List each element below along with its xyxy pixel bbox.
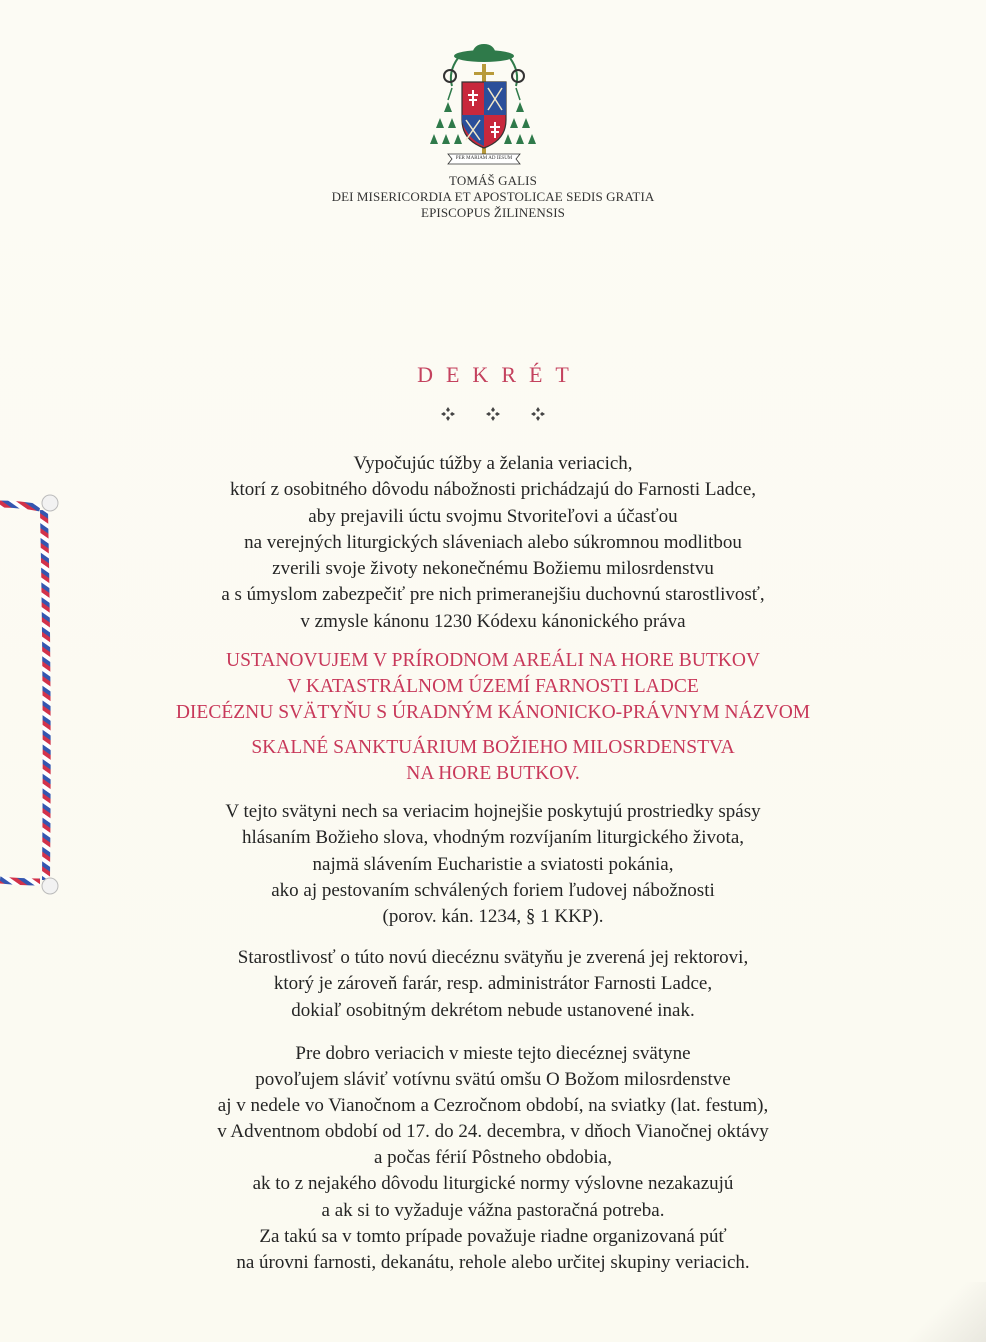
bishop-see-line: EPISCOPUS ŽILINENSIS: [421, 205, 565, 220]
text-line: V tejto svätyni nech sa veriacim hojnejšie poskytujú prostriedky spásy: [225, 801, 761, 822]
text-line: ako aj pestovaním schválených foriem ľudovej nábožnosti: [271, 879, 715, 901]
text-line: ktorí z osobitného dôvodu nábožnosti prichádzajú do Farnosti Ladce,: [229, 479, 757, 501]
rector-paragraph: [40, 945, 946, 1024]
decree-statement: [40, 648, 946, 726]
binding-cord-icon: [0, 490, 70, 900]
text-line: na verejných liturgických sláveniach alebo súkromnou modlitbou: [244, 531, 742, 553]
text-line: Starostlivosť o túto novú diecéznu svätyňu je zverená jej rektorovi,: [237, 947, 749, 968]
votive-mass-paragraph: [40, 1041, 946, 1276]
coat-of-arms-icon: [418, 42, 550, 172]
text-line: ak to z nejakého dôvodu liturgické normy výslovne nezakazujú: [252, 1173, 734, 1195]
text-line: a ak si to vyžaduje vážna pastoračná potreba.: [321, 1199, 665, 1221]
bishop-header: [0, 173, 986, 221]
document-title: DEKRÉT: [417, 362, 582, 387]
text-line: najmä slávením Eucharistie a sviatosti pokánia,: [312, 853, 674, 875]
text-line: ktorý je zároveň farár, resp. administrátor Farnosti Ladce,: [273, 973, 713, 995]
text-line: v Adventnom období od 17. do 24. decembra, v dňoch Vianočnej oktávy: [217, 1121, 769, 1143]
text-line: Vypočujúc túžby a želania veriacich,: [353, 453, 633, 474]
text-line: Za takú sa v tomto prípade považuje riadne organizovaná púť: [259, 1225, 727, 1247]
text-line: (porov. kán. 1234, § 1 KKP).: [382, 906, 604, 928]
ornament-divider: [0, 404, 986, 429]
sanctuary-purpose-paragraph: [40, 799, 946, 930]
text-line: hlásaním Božieho slova, vhodným rozvíjaním liturgického života,: [242, 827, 744, 849]
text-line: dokiaľ osobitným dekrétom nebude ustanovené inak.: [291, 999, 695, 1021]
sanctuary-line: NA HORE BUTKOV.: [406, 763, 580, 784]
decree-line: DIECÉZNU SVÄTYŇU S ÚRADNÝM KÁNONICKO-PRÁVNYM NÁZVOM: [175, 702, 811, 723]
text-line: zverili svoje životy nekonečnému Božiemu milosrdenstvu: [272, 558, 714, 580]
decree-line: V KATASTRÁLNOM ÚZEMÍ FARNOSTI LADCE: [287, 676, 699, 697]
text-line: aby prejavili úctu svojmu Stvoriteľovi a účasťou: [308, 505, 678, 527]
text-line: na úrovni farnosti, dekanátu, rehole alebo určitej skupiny veriacich.: [236, 1251, 750, 1273]
bishop-title-line: DEI MISERICORDIA ET APOSTOLICAE SEDIS GRATIA: [331, 189, 655, 204]
text-line: v zmysle kánonu 1230 Kódexu kánonického práva: [300, 610, 686, 632]
bishop-name: TOMÁŠ GALIS: [449, 173, 537, 188]
intro-paragraph: [40, 451, 946, 635]
text-line: a s úmyslom zabezpečiť pre nich primeranejšiu duchovnú starostlivosť,: [221, 584, 765, 606]
decree-line: USTANOVUJEM V PRÍRODNOM AREÁLI NA HORE BUTKOV: [225, 650, 760, 671]
text-line: povoľujem sláviť votívnu svätú omšu O Božom milosrdenstve: [255, 1069, 731, 1091]
diamond-quatrefoil-icon: [438, 404, 548, 424]
text-line: a počas férií Pôstneho obdobia,: [374, 1147, 612, 1169]
page-corner-shadow: [866, 1282, 986, 1342]
text-line: Pre dobro veriacich v mieste tejto diecéznej svätyne: [295, 1043, 691, 1064]
sanctuary-name: [40, 735, 946, 787]
text-line: aj v nedele vo Vianočnom a Cezročnom období, na sviatky (lat. festum),: [217, 1095, 769, 1117]
motto-text: PER MARIAM AD IESUM: [455, 156, 513, 161]
sanctuary-line: SKALNÉ SANKTUÁRIUM BOŽIEHO MILOSRDENSTVA: [251, 737, 735, 758]
